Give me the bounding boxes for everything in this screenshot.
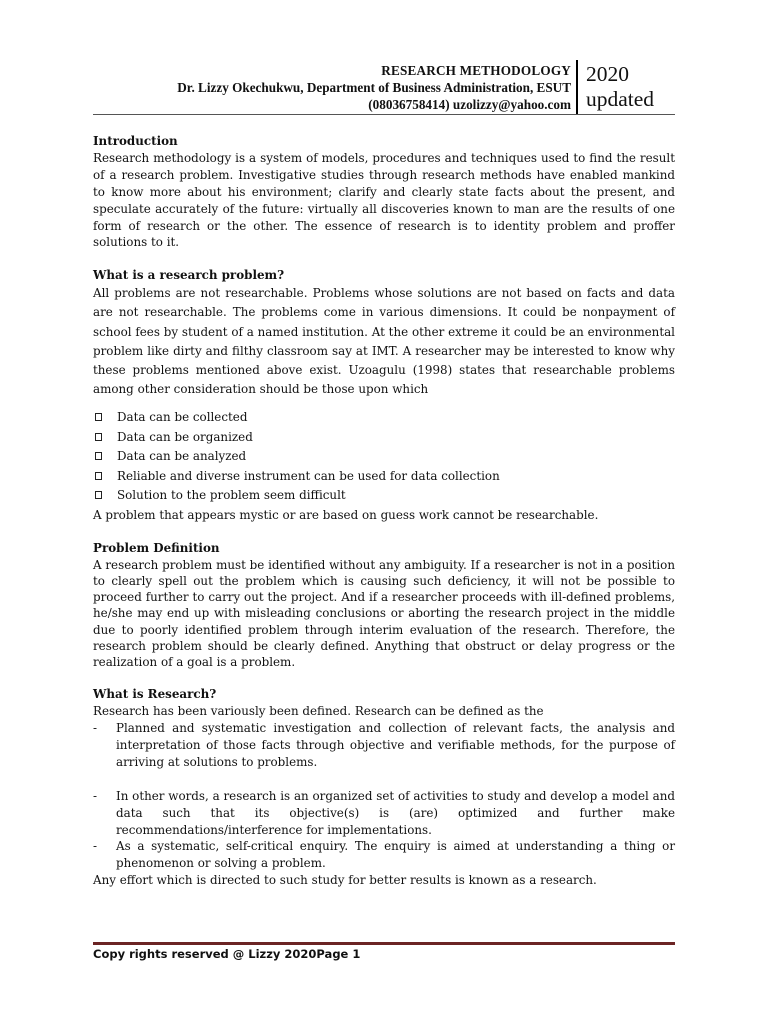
header-contact: (08036758414) uzolizzy@yahoo.com bbox=[368, 97, 571, 112]
list-item: Data can be organized bbox=[93, 429, 675, 446]
footer-copyright: Copy rights reserved @ Lizzy 2020Page 1 bbox=[93, 947, 361, 961]
header-year: 2020 bbox=[586, 62, 629, 86]
list-item: Solution to the problem seem difficult bbox=[93, 487, 675, 504]
header-rule bbox=[93, 114, 675, 115]
header-divider bbox=[576, 60, 578, 115]
intro-heading: Introduction bbox=[93, 134, 178, 148]
header-status: updated bbox=[586, 87, 655, 111]
research-definitions-list-2 bbox=[93, 788, 675, 873]
problem-heading: What is a research problem? bbox=[93, 268, 285, 283]
research-intro: Research has been variously been defined. Research can be defined as the bbox=[93, 704, 544, 719]
checkbox-bullet-icon bbox=[95, 433, 102, 441]
checkbox-bullet-icon bbox=[95, 491, 102, 499]
list-item: Data can be analyzed bbox=[93, 448, 675, 465]
page-header bbox=[93, 60, 675, 115]
checkbox-bullet-icon bbox=[95, 452, 102, 460]
list-item: Reliable and diverse instrument can be used for data collection bbox=[93, 468, 675, 485]
checkbox-bullet-icon bbox=[95, 472, 102, 480]
list-item: - Planned and systematic investigation and collection of relevant facts, the analysis and interpretation of those facts through objective and verifiable methods, for the purpose of arriving at solutions to problems. bbox=[93, 721, 675, 769]
header-edition bbox=[586, 62, 654, 112]
research-definitions-list bbox=[93, 720, 675, 771]
list-item: - In other words, a research is an organized set of activities to study and develop a model and data such that its objective(s) is (are) optimized and further make recommendations/interference for implementations. bbox=[93, 788, 675, 837]
header-title: RESEARCH METHODOLOGY bbox=[381, 63, 571, 78]
definition-paragraph: A research problem must be identified without any ambiguity. If a researcher is not in a position to clearly spell out the problem which is causing such deficiency, it will not be possible to proceed further to carry out the project. And if a researcher proceeds with ill-defined problems, he/she may end up with misleading conclusions or aborting the research project in the middle due to poorly identified problem through interim evaluation of the research. Therefore, the research problem should be clearly defined. Anything that obstruct or delay progress or the realization of a goal is a problem. bbox=[93, 557, 675, 669]
research-heading: What is Research? bbox=[93, 687, 217, 702]
header-author: Dr. Lizzy Okechukwu, Department of Business Administration, ESUT bbox=[177, 80, 571, 95]
footer-rule bbox=[93, 942, 675, 945]
problem-criteria-list bbox=[93, 409, 675, 504]
research-closing: Any effort which is directed to such study for better results is known as a research. bbox=[93, 873, 597, 888]
header-info bbox=[177, 62, 571, 113]
intro-paragraph: Research methodology is a system of models, procedures and techniques used to find the result of a research problem. Investigative studies through research methods have enabled mankind to know more about his environment; clarify and clearly state facts about the present, and speculate accurately of the future: virtually all discoveries known to man are the results of one form of research or the other. The essence of research is to identity problem and proffer solutions to it. bbox=[93, 150, 675, 250]
definition-heading: Problem Definition bbox=[93, 540, 220, 555]
checkbox-bullet-icon bbox=[95, 413, 102, 421]
problem-closing: A problem that appears mystic or are based on guess work cannot be researchable. bbox=[93, 507, 599, 522]
list-item: Data can be collected bbox=[93, 409, 675, 426]
document-body bbox=[93, 133, 675, 889]
list-item: - As a systematic, self-critical enquiry. The enquiry is aimed at understanding a thing or phenomenon or solving a problem. bbox=[93, 839, 675, 871]
problem-paragraph: All problems are not researchable. Problems whose solutions are not based on facts and data are not researchable. The problems come in various dimensions. It could be nonpayment of school fees by student of a named institution. At the other extreme it could be an environmental problem like dirty and filthy classroom say at IMT. A researcher may be interested to know why these problems mentioned above exist. Uzoagulu (1998) states that researchable problems among other consideration should be those upon which bbox=[93, 286, 675, 397]
